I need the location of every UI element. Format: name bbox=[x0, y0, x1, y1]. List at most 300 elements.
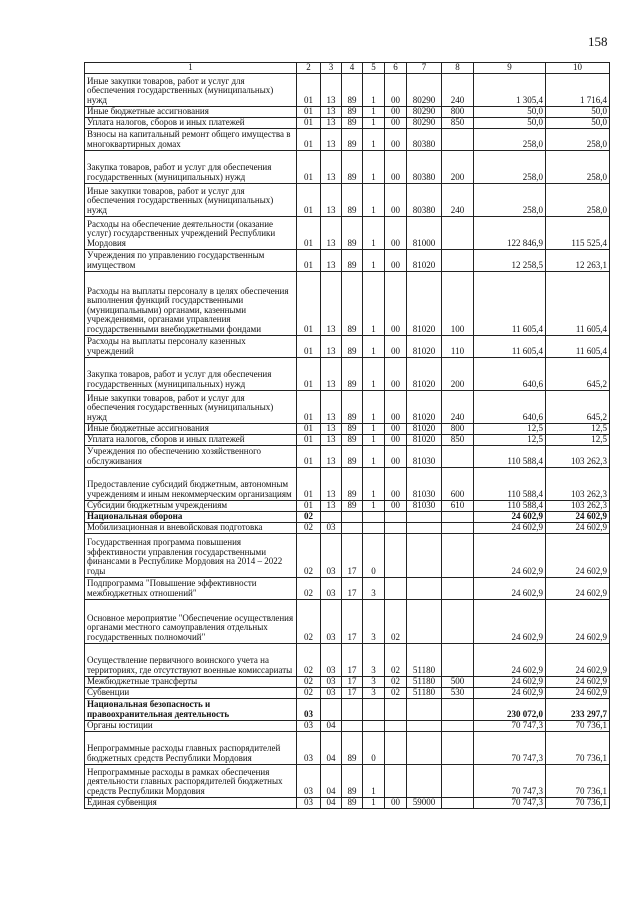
table-row bbox=[85, 643, 610, 676]
amount-year-1: 258,0 bbox=[474, 183, 546, 216]
amount-year-2: 1 716,4 bbox=[546, 73, 610, 106]
program-code bbox=[342, 698, 363, 720]
section-code: 03 bbox=[297, 764, 321, 797]
direction-code bbox=[407, 698, 442, 720]
expense-type-code: 240 bbox=[442, 183, 474, 216]
section-code: 01 bbox=[297, 183, 321, 216]
direction-code: 51180 bbox=[407, 676, 442, 687]
subprogram-code: 1 bbox=[363, 106, 385, 117]
column-header: 8 bbox=[442, 63, 474, 74]
subsection-code: 13 bbox=[321, 467, 342, 500]
direction-code: 80380 bbox=[407, 183, 442, 216]
program-code: 89 bbox=[342, 445, 363, 467]
table-row bbox=[85, 797, 610, 808]
amount-year-2: 103 262,3 bbox=[546, 467, 610, 500]
table-row bbox=[85, 150, 610, 183]
row-name: Подпрограмма "Повышение эффективности межбюджетных отношений" bbox=[85, 577, 297, 599]
expense-type-code bbox=[442, 731, 474, 764]
subsection-code: 03 bbox=[321, 577, 342, 599]
activity-code: 00 bbox=[385, 106, 407, 117]
row-name: Государственная программа повышения эффективности управления государственными финансами в Республике Мордовия на 2014 – 2022 годы bbox=[85, 533, 297, 577]
expense-type-code bbox=[442, 249, 474, 271]
direction-code: 81020 bbox=[407, 271, 442, 335]
section-code: 02 bbox=[297, 676, 321, 687]
direction-code: 80290 bbox=[407, 73, 442, 106]
section-code: 03 bbox=[297, 698, 321, 720]
subsection-code: 13 bbox=[321, 249, 342, 271]
subprogram-code: 1 bbox=[363, 390, 385, 423]
activity-code bbox=[385, 764, 407, 797]
table-row bbox=[85, 500, 610, 511]
amount-year-2: 258,0 bbox=[546, 128, 610, 150]
expense-type-code: 600 bbox=[442, 467, 474, 500]
program-code: 89 bbox=[342, 128, 363, 150]
expense-type-code: 110 bbox=[442, 335, 474, 357]
row-name: Предоставление субсидий бюджетным, автономным учреждениям и иным некоммерческим организациям bbox=[85, 467, 297, 500]
program-code: 17 bbox=[342, 577, 363, 599]
direction-code: 81030 bbox=[407, 467, 442, 500]
amount-year-2: 258,0 bbox=[546, 183, 610, 216]
amount-year-2: 70 736,1 bbox=[546, 764, 610, 797]
column-header: 1 bbox=[85, 63, 297, 74]
amount-year-1: 258,0 bbox=[474, 128, 546, 150]
program-code: 89 bbox=[342, 423, 363, 434]
activity-code bbox=[385, 577, 407, 599]
activity-code: 00 bbox=[385, 216, 407, 249]
amount-year-2: 24 602,9 bbox=[546, 643, 610, 676]
amount-year-1: 12 258,5 bbox=[474, 249, 546, 271]
subprogram-code: 1 bbox=[363, 271, 385, 335]
subsection-code: 13 bbox=[321, 271, 342, 335]
table-row bbox=[85, 271, 610, 335]
direction-code: 81020 bbox=[407, 357, 442, 390]
amount-year-1: 70 747,3 bbox=[474, 731, 546, 764]
expense-type-code bbox=[442, 128, 474, 150]
amount-year-1: 110 588,4 bbox=[474, 445, 546, 467]
activity-code: 00 bbox=[385, 357, 407, 390]
section-code: 02 bbox=[297, 599, 321, 643]
amount-year-2: 12,5 bbox=[546, 434, 610, 445]
table-row bbox=[85, 687, 610, 698]
subprogram-code: 3 bbox=[363, 599, 385, 643]
subsection-code: 03 bbox=[321, 522, 342, 533]
section-code: 01 bbox=[297, 423, 321, 434]
table-header-row bbox=[85, 63, 610, 74]
direction-code: 81020 bbox=[407, 335, 442, 357]
program-code: 89 bbox=[342, 183, 363, 216]
subsection-code: 04 bbox=[321, 720, 342, 731]
program-code: 17 bbox=[342, 599, 363, 643]
program-code: 89 bbox=[342, 500, 363, 511]
subsection-code bbox=[321, 698, 342, 720]
section-code: 01 bbox=[297, 249, 321, 271]
subsection-code: 13 bbox=[321, 434, 342, 445]
table-row bbox=[85, 577, 610, 599]
row-name: Закупка товаров, работ и услуг для обеспечения государственных (муниципальных) нужд bbox=[85, 357, 297, 390]
activity-code: 00 bbox=[385, 445, 407, 467]
amount-year-1: 258,0 bbox=[474, 150, 546, 183]
amount-year-2: 24 602,9 bbox=[546, 577, 610, 599]
activity-code: 00 bbox=[385, 467, 407, 500]
row-name: Осуществление первичного воинского учета на территориях, где отсутствуют военные комиссариаты bbox=[85, 643, 297, 676]
table-row bbox=[85, 434, 610, 445]
column-header: 9 bbox=[474, 63, 546, 74]
subprogram-code: 1 bbox=[363, 216, 385, 249]
section-code: 01 bbox=[297, 467, 321, 500]
program-code: 89 bbox=[342, 150, 363, 183]
subsection-code: 13 bbox=[321, 445, 342, 467]
activity-code: 00 bbox=[385, 150, 407, 183]
section-code: 02 bbox=[297, 687, 321, 698]
subsection-code: 13 bbox=[321, 128, 342, 150]
activity-code bbox=[385, 511, 407, 522]
program-code: 89 bbox=[342, 216, 363, 249]
section-code: 03 bbox=[297, 731, 321, 764]
activity-code: 00 bbox=[385, 797, 407, 808]
direction-code: 81020 bbox=[407, 390, 442, 423]
amount-year-2: 645,2 bbox=[546, 357, 610, 390]
expense-type-code bbox=[442, 720, 474, 731]
row-name: Непрограммные расходы в рамках обеспечения деятельности главных распорядителей бюджетных средств Республики Мордовия bbox=[85, 764, 297, 797]
amount-year-1: 70 747,3 bbox=[474, 764, 546, 797]
expense-type-code: 240 bbox=[442, 390, 474, 423]
amount-year-2: 24 602,9 bbox=[546, 511, 610, 522]
section-code: 01 bbox=[297, 128, 321, 150]
amount-year-1: 70 747,3 bbox=[474, 797, 546, 808]
program-code: 89 bbox=[342, 335, 363, 357]
subprogram-code: 1 bbox=[363, 445, 385, 467]
direction-code: 80290 bbox=[407, 106, 442, 117]
section-code: 02 bbox=[297, 522, 321, 533]
amount-year-2: 115 525,4 bbox=[546, 216, 610, 249]
amount-year-2: 103 262,3 bbox=[546, 500, 610, 511]
program-code bbox=[342, 511, 363, 522]
subprogram-code: 1 bbox=[363, 467, 385, 500]
amount-year-1: 122 846,9 bbox=[474, 216, 546, 249]
activity-code: 00 bbox=[385, 390, 407, 423]
amount-year-2: 24 602,9 bbox=[546, 522, 610, 533]
subprogram-code: 1 bbox=[363, 249, 385, 271]
column-header: 3 bbox=[321, 63, 342, 74]
program-code: 17 bbox=[342, 643, 363, 676]
row-name: Учреждения по управлению государственным имуществом bbox=[85, 249, 297, 271]
table-row bbox=[85, 73, 610, 106]
row-name: Межбюджетные трансферты bbox=[85, 676, 297, 687]
direction-code: 59000 bbox=[407, 797, 442, 808]
column-header: 5 bbox=[363, 63, 385, 74]
row-name: Расходы на обеспечение деятельности (оказание услуг) государственных учреждений Республики Мордовия bbox=[85, 216, 297, 249]
expense-type-code bbox=[442, 445, 474, 467]
row-name: Иные бюджетные ассигнования bbox=[85, 106, 297, 117]
section-code: 03 bbox=[297, 797, 321, 808]
program-code: 89 bbox=[342, 731, 363, 764]
table-row bbox=[85, 731, 610, 764]
expense-type-code bbox=[442, 216, 474, 249]
amount-year-2: 645,2 bbox=[546, 390, 610, 423]
subprogram-code: 3 bbox=[363, 577, 385, 599]
program-code: 17 bbox=[342, 533, 363, 577]
subsection-code: 13 bbox=[321, 73, 342, 106]
program-code bbox=[342, 522, 363, 533]
section-code: 01 bbox=[297, 445, 321, 467]
section-code: 02 bbox=[297, 643, 321, 676]
expense-type-code: 850 bbox=[442, 117, 474, 128]
subsection-code: 13 bbox=[321, 150, 342, 183]
amount-year-1: 12,5 bbox=[474, 434, 546, 445]
activity-code: 02 bbox=[385, 687, 407, 698]
expense-type-code: 530 bbox=[442, 687, 474, 698]
amount-year-2: 24 602,9 bbox=[546, 599, 610, 643]
direction-code bbox=[407, 720, 442, 731]
amount-year-2: 70 736,1 bbox=[546, 797, 610, 808]
table-row bbox=[85, 533, 610, 577]
row-name: Иные закупки товаров, работ и услуг для обеспечения государственных (муниципальных) нужд bbox=[85, 183, 297, 216]
activity-code: 02 bbox=[385, 643, 407, 676]
amount-year-2: 12 263,1 bbox=[546, 249, 610, 271]
row-name: Уплата налогов, сборов и иных платежей bbox=[85, 117, 297, 128]
amount-year-1: 24 602,9 bbox=[474, 676, 546, 687]
row-name: Иные бюджетные ассигнования bbox=[85, 423, 297, 434]
table-body bbox=[85, 73, 610, 808]
subprogram-code: 1 bbox=[363, 183, 385, 216]
table-row bbox=[85, 106, 610, 117]
activity-code bbox=[385, 731, 407, 764]
amount-year-1: 24 602,9 bbox=[474, 687, 546, 698]
direction-code: 80290 bbox=[407, 117, 442, 128]
section-code: 01 bbox=[297, 335, 321, 357]
direction-code bbox=[407, 577, 442, 599]
amount-year-2: 11 605,4 bbox=[546, 271, 610, 335]
program-code: 89 bbox=[342, 117, 363, 128]
direction-code: 51180 bbox=[407, 643, 442, 676]
table-row bbox=[85, 357, 610, 390]
table-row bbox=[85, 117, 610, 128]
activity-code bbox=[385, 533, 407, 577]
subprogram-code: 1 bbox=[363, 423, 385, 434]
amount-year-2: 24 602,9 bbox=[546, 676, 610, 687]
direction-code bbox=[407, 731, 442, 764]
table-row bbox=[85, 764, 610, 797]
table-row bbox=[85, 128, 610, 150]
section-code: 01 bbox=[297, 150, 321, 183]
activity-code: 00 bbox=[385, 271, 407, 335]
table-row bbox=[85, 335, 610, 357]
row-name: Органы юстиции bbox=[85, 720, 297, 731]
table-row bbox=[85, 423, 610, 434]
column-header: 10 bbox=[546, 63, 610, 74]
row-name: Основное мероприятие "Обеспечение осуществления органами местного самоуправления отдельных государственных полномочий" bbox=[85, 599, 297, 643]
table-row bbox=[85, 467, 610, 500]
section-code: 01 bbox=[297, 216, 321, 249]
activity-code: 00 bbox=[385, 500, 407, 511]
section-code: 02 bbox=[297, 511, 321, 522]
program-code bbox=[342, 720, 363, 731]
amount-year-2: 24 602,9 bbox=[546, 533, 610, 577]
activity-code bbox=[385, 698, 407, 720]
subsection-code: 03 bbox=[321, 533, 342, 577]
subprogram-code bbox=[363, 511, 385, 522]
amount-year-1: 24 602,9 bbox=[474, 511, 546, 522]
direction-code bbox=[407, 764, 442, 797]
amount-year-1: 1 305,4 bbox=[474, 73, 546, 106]
direction-code bbox=[407, 533, 442, 577]
table-row bbox=[85, 599, 610, 643]
row-name: Национальная безопасность и правоохранительная деятельность bbox=[85, 698, 297, 720]
program-code: 89 bbox=[342, 467, 363, 500]
table-row bbox=[85, 522, 610, 533]
subsection-code: 03 bbox=[321, 687, 342, 698]
amount-year-1: 110 588,4 bbox=[474, 467, 546, 500]
expense-type-code bbox=[442, 764, 474, 797]
expense-type-code: 200 bbox=[442, 357, 474, 390]
subsection-code: 13 bbox=[321, 335, 342, 357]
activity-code: 02 bbox=[385, 599, 407, 643]
amount-year-1: 50,0 bbox=[474, 117, 546, 128]
subsection-code: 04 bbox=[321, 797, 342, 808]
program-code: 89 bbox=[342, 434, 363, 445]
subprogram-code: 1 bbox=[363, 128, 385, 150]
expense-type-code: 800 bbox=[442, 423, 474, 434]
direction-code: 80380 bbox=[407, 128, 442, 150]
program-code: 89 bbox=[342, 249, 363, 271]
expense-type-code bbox=[442, 511, 474, 522]
row-name: Уплата налогов, сборов и иных платежей bbox=[85, 434, 297, 445]
amount-year-2: 258,0 bbox=[546, 150, 610, 183]
amount-year-1: 24 602,9 bbox=[474, 522, 546, 533]
program-code: 89 bbox=[342, 73, 363, 106]
subsection-code: 13 bbox=[321, 390, 342, 423]
subprogram-code: 1 bbox=[363, 117, 385, 128]
activity-code: 00 bbox=[385, 335, 407, 357]
section-code: 01 bbox=[297, 390, 321, 423]
budget-table bbox=[84, 62, 610, 809]
row-name: Учреждения по обеспечению хозяйственного обслуживания bbox=[85, 445, 297, 467]
subsection-code: 03 bbox=[321, 599, 342, 643]
table-row bbox=[85, 445, 610, 467]
subprogram-code: 1 bbox=[363, 500, 385, 511]
amount-year-1: 640,6 bbox=[474, 390, 546, 423]
subsection-code: 13 bbox=[321, 500, 342, 511]
subprogram-code: 1 bbox=[363, 764, 385, 797]
row-name: Национальная оборона bbox=[85, 511, 297, 522]
subsection-code: 13 bbox=[321, 117, 342, 128]
amount-year-2: 70 736,1 bbox=[546, 720, 610, 731]
amount-year-2: 50,0 bbox=[546, 106, 610, 117]
direction-code: 81020 bbox=[407, 249, 442, 271]
column-header: 4 bbox=[342, 63, 363, 74]
expense-type-code: 800 bbox=[442, 106, 474, 117]
table-row bbox=[85, 390, 610, 423]
subprogram-code: 3 bbox=[363, 676, 385, 687]
direction-code: 81020 bbox=[407, 434, 442, 445]
subsection-code bbox=[321, 511, 342, 522]
amount-year-2: 233 297,7 bbox=[546, 698, 610, 720]
row-name: Расходы на выплаты персоналу казенных учреждений bbox=[85, 335, 297, 357]
expense-type-code: 100 bbox=[442, 271, 474, 335]
amount-year-1: 640,6 bbox=[474, 357, 546, 390]
program-code: 17 bbox=[342, 687, 363, 698]
activity-code: 00 bbox=[385, 183, 407, 216]
direction-code bbox=[407, 511, 442, 522]
subprogram-code bbox=[363, 698, 385, 720]
section-code: 01 bbox=[297, 271, 321, 335]
expense-type-code: 610 bbox=[442, 500, 474, 511]
section-code: 01 bbox=[297, 73, 321, 106]
section-code: 01 bbox=[297, 117, 321, 128]
amount-year-2: 11 605,4 bbox=[546, 335, 610, 357]
activity-code bbox=[385, 522, 407, 533]
subsection-code: 04 bbox=[321, 731, 342, 764]
subprogram-code: 1 bbox=[363, 797, 385, 808]
table-row bbox=[85, 720, 610, 731]
subprogram-code: 1 bbox=[363, 335, 385, 357]
subprogram-code: 0 bbox=[363, 731, 385, 764]
row-name: Иные закупки товаров, работ и услуг для обеспечения государственных (муниципальных) нужд bbox=[85, 390, 297, 423]
section-code: 01 bbox=[297, 106, 321, 117]
amount-year-1: 24 602,9 bbox=[474, 643, 546, 676]
expense-type-code: 200 bbox=[442, 150, 474, 183]
row-name: Единая субвенция bbox=[85, 797, 297, 808]
program-code: 89 bbox=[342, 764, 363, 797]
amount-year-1: 230 072,0 bbox=[474, 698, 546, 720]
expense-type-code bbox=[442, 522, 474, 533]
program-code: 89 bbox=[342, 271, 363, 335]
subsection-code: 13 bbox=[321, 106, 342, 117]
subsection-code: 04 bbox=[321, 764, 342, 797]
amount-year-1: 24 602,9 bbox=[474, 533, 546, 577]
direction-code: 51180 bbox=[407, 687, 442, 698]
section-code: 03 bbox=[297, 720, 321, 731]
table-row bbox=[85, 216, 610, 249]
row-name: Расходы на выплаты персоналу в целях обеспечения выполнения функций государственными (муниципальными) органами, казенными учреждениями, органами управления государственными внебюджетными фондами bbox=[85, 271, 297, 335]
expense-type-code: 240 bbox=[442, 73, 474, 106]
activity-code: 00 bbox=[385, 423, 407, 434]
row-name: Субсидии бюджетным учреждениям bbox=[85, 500, 297, 511]
column-header: 7 bbox=[407, 63, 442, 74]
direction-code: 81030 bbox=[407, 445, 442, 467]
program-code: 89 bbox=[342, 106, 363, 117]
expense-type-code bbox=[442, 797, 474, 808]
subprogram-code bbox=[363, 522, 385, 533]
direction-code: 80380 bbox=[407, 150, 442, 183]
section-code: 02 bbox=[297, 533, 321, 577]
direction-code bbox=[407, 522, 442, 533]
table-row bbox=[85, 676, 610, 687]
activity-code: 00 bbox=[385, 117, 407, 128]
direction-code: 81020 bbox=[407, 423, 442, 434]
direction-code: 81030 bbox=[407, 500, 442, 511]
expense-type-code bbox=[442, 577, 474, 599]
amount-year-1: 24 602,9 bbox=[474, 577, 546, 599]
expense-type-code bbox=[442, 698, 474, 720]
expense-type-code bbox=[442, 533, 474, 577]
row-name: Взносы на капитальный ремонт общего имущества в многоквартирных домах bbox=[85, 128, 297, 150]
subsection-code: 13 bbox=[321, 216, 342, 249]
amount-year-2: 24 602,9 bbox=[546, 687, 610, 698]
page-number: 158 bbox=[588, 34, 608, 49]
section-code: 01 bbox=[297, 357, 321, 390]
subprogram-code: 1 bbox=[363, 150, 385, 183]
program-code: 89 bbox=[342, 357, 363, 390]
section-code: 01 bbox=[297, 500, 321, 511]
subprogram-code: 3 bbox=[363, 687, 385, 698]
row-name: Мобилизационная и вневойсковая подготовка bbox=[85, 522, 297, 533]
expense-type-code bbox=[442, 643, 474, 676]
activity-code: 00 bbox=[385, 434, 407, 445]
amount-year-1: 70 747,3 bbox=[474, 720, 546, 731]
subprogram-code: 1 bbox=[363, 73, 385, 106]
row-name: Непрограммные расходы главных распорядителей бюджетных средств Республики Мордовия bbox=[85, 731, 297, 764]
